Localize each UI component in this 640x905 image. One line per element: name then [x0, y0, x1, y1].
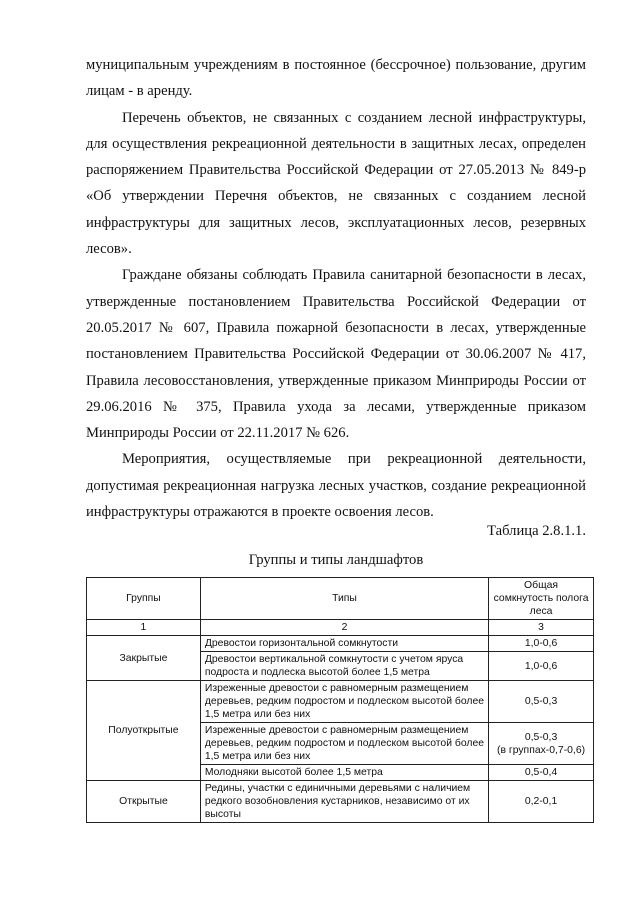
- header-groups: Группы: [87, 578, 201, 620]
- landscape-types-table: [86, 577, 594, 823]
- group-name: Закрытые: [87, 636, 201, 681]
- type-cell: Древостои горизонтальной сомкнутости: [200, 636, 488, 652]
- canopy-value: 1,0-0,6: [489, 636, 594, 652]
- paragraph-recreation-measures: Мероприятия, осуществляемые при рекреационной деятельности, допустимая рекреационная нагрузка лесных участков, создание рекреационной инфраструктуры отражаются в проекте освоения лесов.: [86, 451, 586, 521]
- paragraph-citizens-rules: Граждане обязаны соблюдать Правила санитарной безопасности в лесах, утвержденные постановлением Правительства Российской Федерации от 20.05.2017 № 607, Правила пожарной безопасности в лесах, утвержденные постановлением Правительства Российской Федерации от 30.06.2007 № 417, Правила лесовосстановления, утвержденные приказом Минприроды России от 29.06.2016 № 375, Правила ухода за лесами, утвержденные приказом Минприроды России от 22.11.2017 № 626.: [86, 267, 586, 442]
- canopy-value: 0,5-0,4: [489, 765, 594, 781]
- canopy-value: 0,2-0,1: [489, 781, 594, 823]
- column-number: 2: [200, 620, 488, 636]
- type-cell: Редины, участки с единичными деревьями с наличием редкого возобновления кустарников, независимо от их высоты: [200, 781, 488, 823]
- canopy-value: 0,5-0,3: [524, 731, 558, 743]
- body-text: [86, 52, 586, 525]
- paragraph-continuation: муниципальным учреждениям в постоянное (бессрочное) пользование, другим лицам - в аренду.: [86, 57, 586, 100]
- table-row: [87, 636, 594, 652]
- table-row: [87, 681, 594, 723]
- table-header-row: [87, 578, 594, 620]
- table-column-numbers-row: [87, 620, 594, 636]
- group-name: Полуоткрытые: [87, 681, 201, 781]
- column-number: 3: [489, 620, 594, 636]
- canopy-value: 0,5-0,3: [489, 681, 594, 723]
- type-cell: Изреженные древостои с равномерным размещением деревьев, редким подростом и подлеском высотой более 1,5 метра или без них: [200, 723, 488, 765]
- type-cell: Древостои вертикальной сомкнутости с учетом яруса подроста и подлеска высотой более 1,5 метра: [200, 652, 488, 681]
- header-canopy-density: Общая сомкнутость полога леса: [489, 578, 594, 620]
- type-cell: Молодняки высотой более 1,5 метра: [200, 765, 488, 781]
- paragraph-objects-list: Перечень объектов, не связанных с созданием лесной инфраструктуры, для осуществления рекреационной деятельности в защитных лесах, определен распоряжением Правительства Российской Федерации от 27.05.2013 № 849-р «Об утверждении Перечня объектов, не связанных с созданием лесной инфраструктуры для защитных лесов, эксплуатационных лесов, резервных лесов».: [86, 109, 586, 258]
- table-row: [87, 781, 594, 823]
- canopy-value-note: (в группах-0,7-0,6): [497, 744, 586, 756]
- group-name: Открытые: [87, 781, 201, 823]
- type-cell: Изреженные древостои с равномерным размещением деревьев, редким подростом и подлеском высотой более 1,5 метра или без них: [200, 681, 488, 723]
- table-number-label: Таблица 2.8.1.1.: [487, 523, 586, 539]
- canopy-value-with-note: [489, 723, 594, 765]
- column-number: 1: [87, 620, 201, 636]
- table-title: Группы и типы ландшафтов: [248, 552, 424, 568]
- canopy-value: 1,0-0,6: [489, 652, 594, 681]
- header-types: Типы: [200, 578, 488, 620]
